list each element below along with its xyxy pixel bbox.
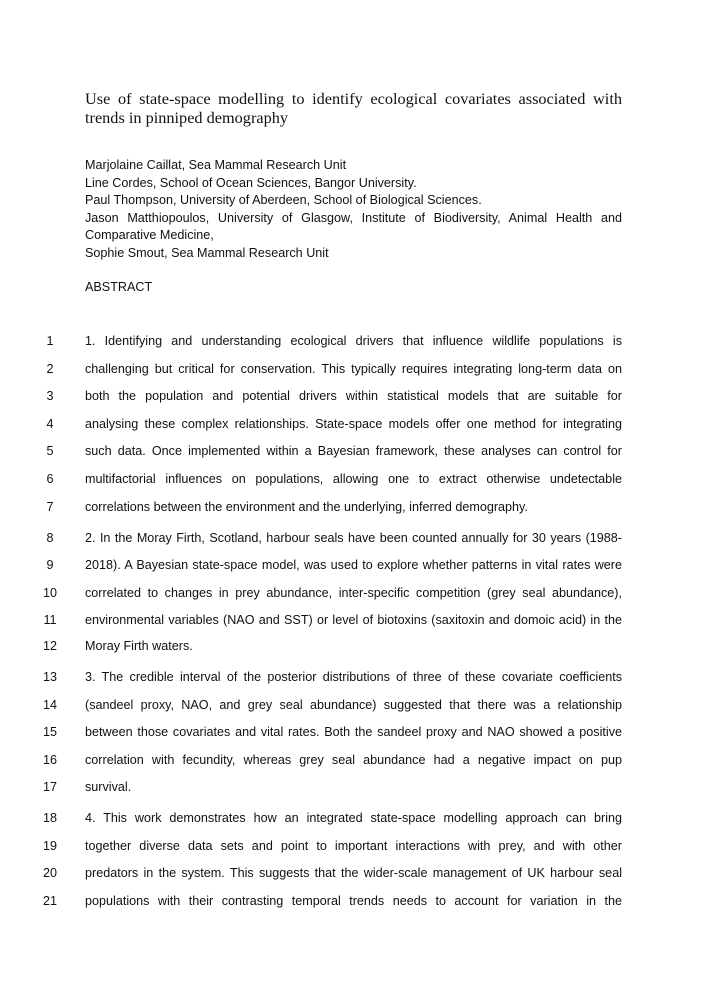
abstract-line bbox=[0, 359, 707, 379]
line-number: 5 bbox=[46, 444, 54, 458]
line-text: Moray Firth waters. bbox=[85, 639, 193, 653]
line-number: 21 bbox=[42, 894, 57, 908]
abstract-line bbox=[0, 891, 707, 911]
author-entry: Line Cordes, School of Ocean Sciences, Bangor University. bbox=[85, 175, 417, 190]
line-number: 17 bbox=[42, 780, 57, 794]
line-number: 15 bbox=[42, 725, 57, 739]
line-text: 1. Identifying and understanding ecological drivers that influence wildlife populations is bbox=[85, 334, 622, 348]
line-number: 10 bbox=[42, 586, 57, 600]
author-list bbox=[85, 157, 622, 263]
line-number: 19 bbox=[42, 839, 57, 853]
author-entry: Sophie Smout, Sea Mammal Research Unit bbox=[85, 245, 329, 260]
abstract-line bbox=[0, 469, 707, 489]
abstract-line bbox=[0, 441, 707, 461]
line-number: 1 bbox=[46, 334, 54, 348]
abstract-line bbox=[0, 331, 707, 351]
line-number: 16 bbox=[42, 753, 57, 767]
abstract-line bbox=[0, 555, 707, 575]
line-text: survival. bbox=[85, 780, 132, 794]
line-number: 2 bbox=[46, 362, 54, 376]
abstract-line bbox=[0, 528, 707, 548]
paper-title: Use of state-space modelling to identify ecological covariates associated with trends in pinniped demography bbox=[85, 89, 622, 127]
line-number: 4 bbox=[46, 417, 54, 431]
abstract-line bbox=[0, 808, 707, 828]
line-text: populations with their contrasting temporal trends needs to account for variation in the bbox=[85, 894, 622, 908]
line-number: 13 bbox=[42, 670, 57, 684]
line-text: correlations between the environment and the underlying, inferred demography. bbox=[85, 500, 528, 514]
line-text: 2018). A Bayesian state-space model, was used to explore whether patterns in vital rates were bbox=[85, 558, 622, 572]
abstract-line bbox=[0, 777, 707, 797]
abstract-line bbox=[0, 497, 707, 517]
line-text: 2. In the Moray Firth, Scotland, harbour seals have been counted annually for 30 years (1988- bbox=[85, 531, 622, 545]
abstract-line bbox=[0, 722, 707, 742]
abstract-line bbox=[0, 695, 707, 715]
line-text: correlation with fecundity, whereas grey seal abundance had a negative impact on pup bbox=[85, 753, 622, 767]
abstract-line bbox=[0, 610, 707, 630]
abstract-line bbox=[0, 636, 707, 656]
abstract-heading: ABSTRACT bbox=[85, 280, 153, 294]
line-number: 8 bbox=[46, 531, 54, 545]
abstract-line bbox=[0, 414, 707, 434]
line-text: correlated to changes in prey abundance, inter-specific competition (grey seal abundance), bbox=[85, 586, 622, 600]
line-text: 4. This work demonstrates how an integrated state-space modelling approach can bring bbox=[85, 811, 622, 825]
line-text: predators in the system. This suggests that the wider-scale management of UK harbour seal bbox=[85, 866, 622, 880]
line-number: 20 bbox=[42, 866, 57, 880]
line-text: (sandeel proxy, NAO, and grey seal abundance) suggested that there was a relationship bbox=[85, 698, 622, 712]
abstract-line bbox=[0, 386, 707, 406]
line-number: 14 bbox=[42, 698, 57, 712]
line-text: analysing these complex relationships. State-space models offer one method for integrating bbox=[85, 417, 622, 431]
abstract-line bbox=[0, 836, 707, 856]
line-number: 6 bbox=[46, 472, 54, 486]
abstract-line bbox=[0, 863, 707, 883]
line-text: challenging but critical for conservation. This typically requires integrating long-term data on bbox=[85, 362, 622, 376]
line-number: 7 bbox=[46, 500, 54, 514]
line-number: 12 bbox=[42, 639, 57, 653]
line-text: environmental variables (NAO and SST) or level of biotoxins (saxitoxin and domoic acid) in the bbox=[85, 613, 622, 627]
line-text: both the population and potential drivers within statistical models that are suitable for bbox=[85, 389, 622, 403]
line-text: between those covariates and vital rates. Both the sandeel proxy and NAO showed a positive bbox=[85, 725, 622, 739]
line-text: 3. The credible interval of the posterior distributions of three of these covariate coefficients bbox=[85, 670, 622, 684]
line-text: such data. Once implemented within a Bayesian framework, these analyses can control for bbox=[85, 444, 622, 458]
line-number: 11 bbox=[43, 613, 57, 627]
line-text: together diverse data sets and point to important interactions with prey, and with other bbox=[85, 839, 622, 853]
author-entry: Marjolaine Caillat, Sea Mammal Research Unit bbox=[85, 158, 347, 172]
author-entry: Jason Matthiopoulos, University of Glasgow, Institute of Biodiversity, Animal Health and Comparative Medicine, bbox=[85, 210, 622, 243]
line-number: 18 bbox=[42, 811, 57, 825]
abstract-line bbox=[0, 750, 707, 770]
line-text: multifactorial influences on populations, allowing one to extract otherwise undetectable bbox=[85, 472, 622, 486]
line-number: 3 bbox=[46, 389, 54, 403]
abstract-line bbox=[0, 667, 707, 687]
author-entry: Paul Thompson, University of Aberdeen, School of Biological Sciences. bbox=[85, 193, 482, 208]
abstract-line bbox=[0, 583, 707, 603]
line-number: 9 bbox=[46, 558, 54, 572]
